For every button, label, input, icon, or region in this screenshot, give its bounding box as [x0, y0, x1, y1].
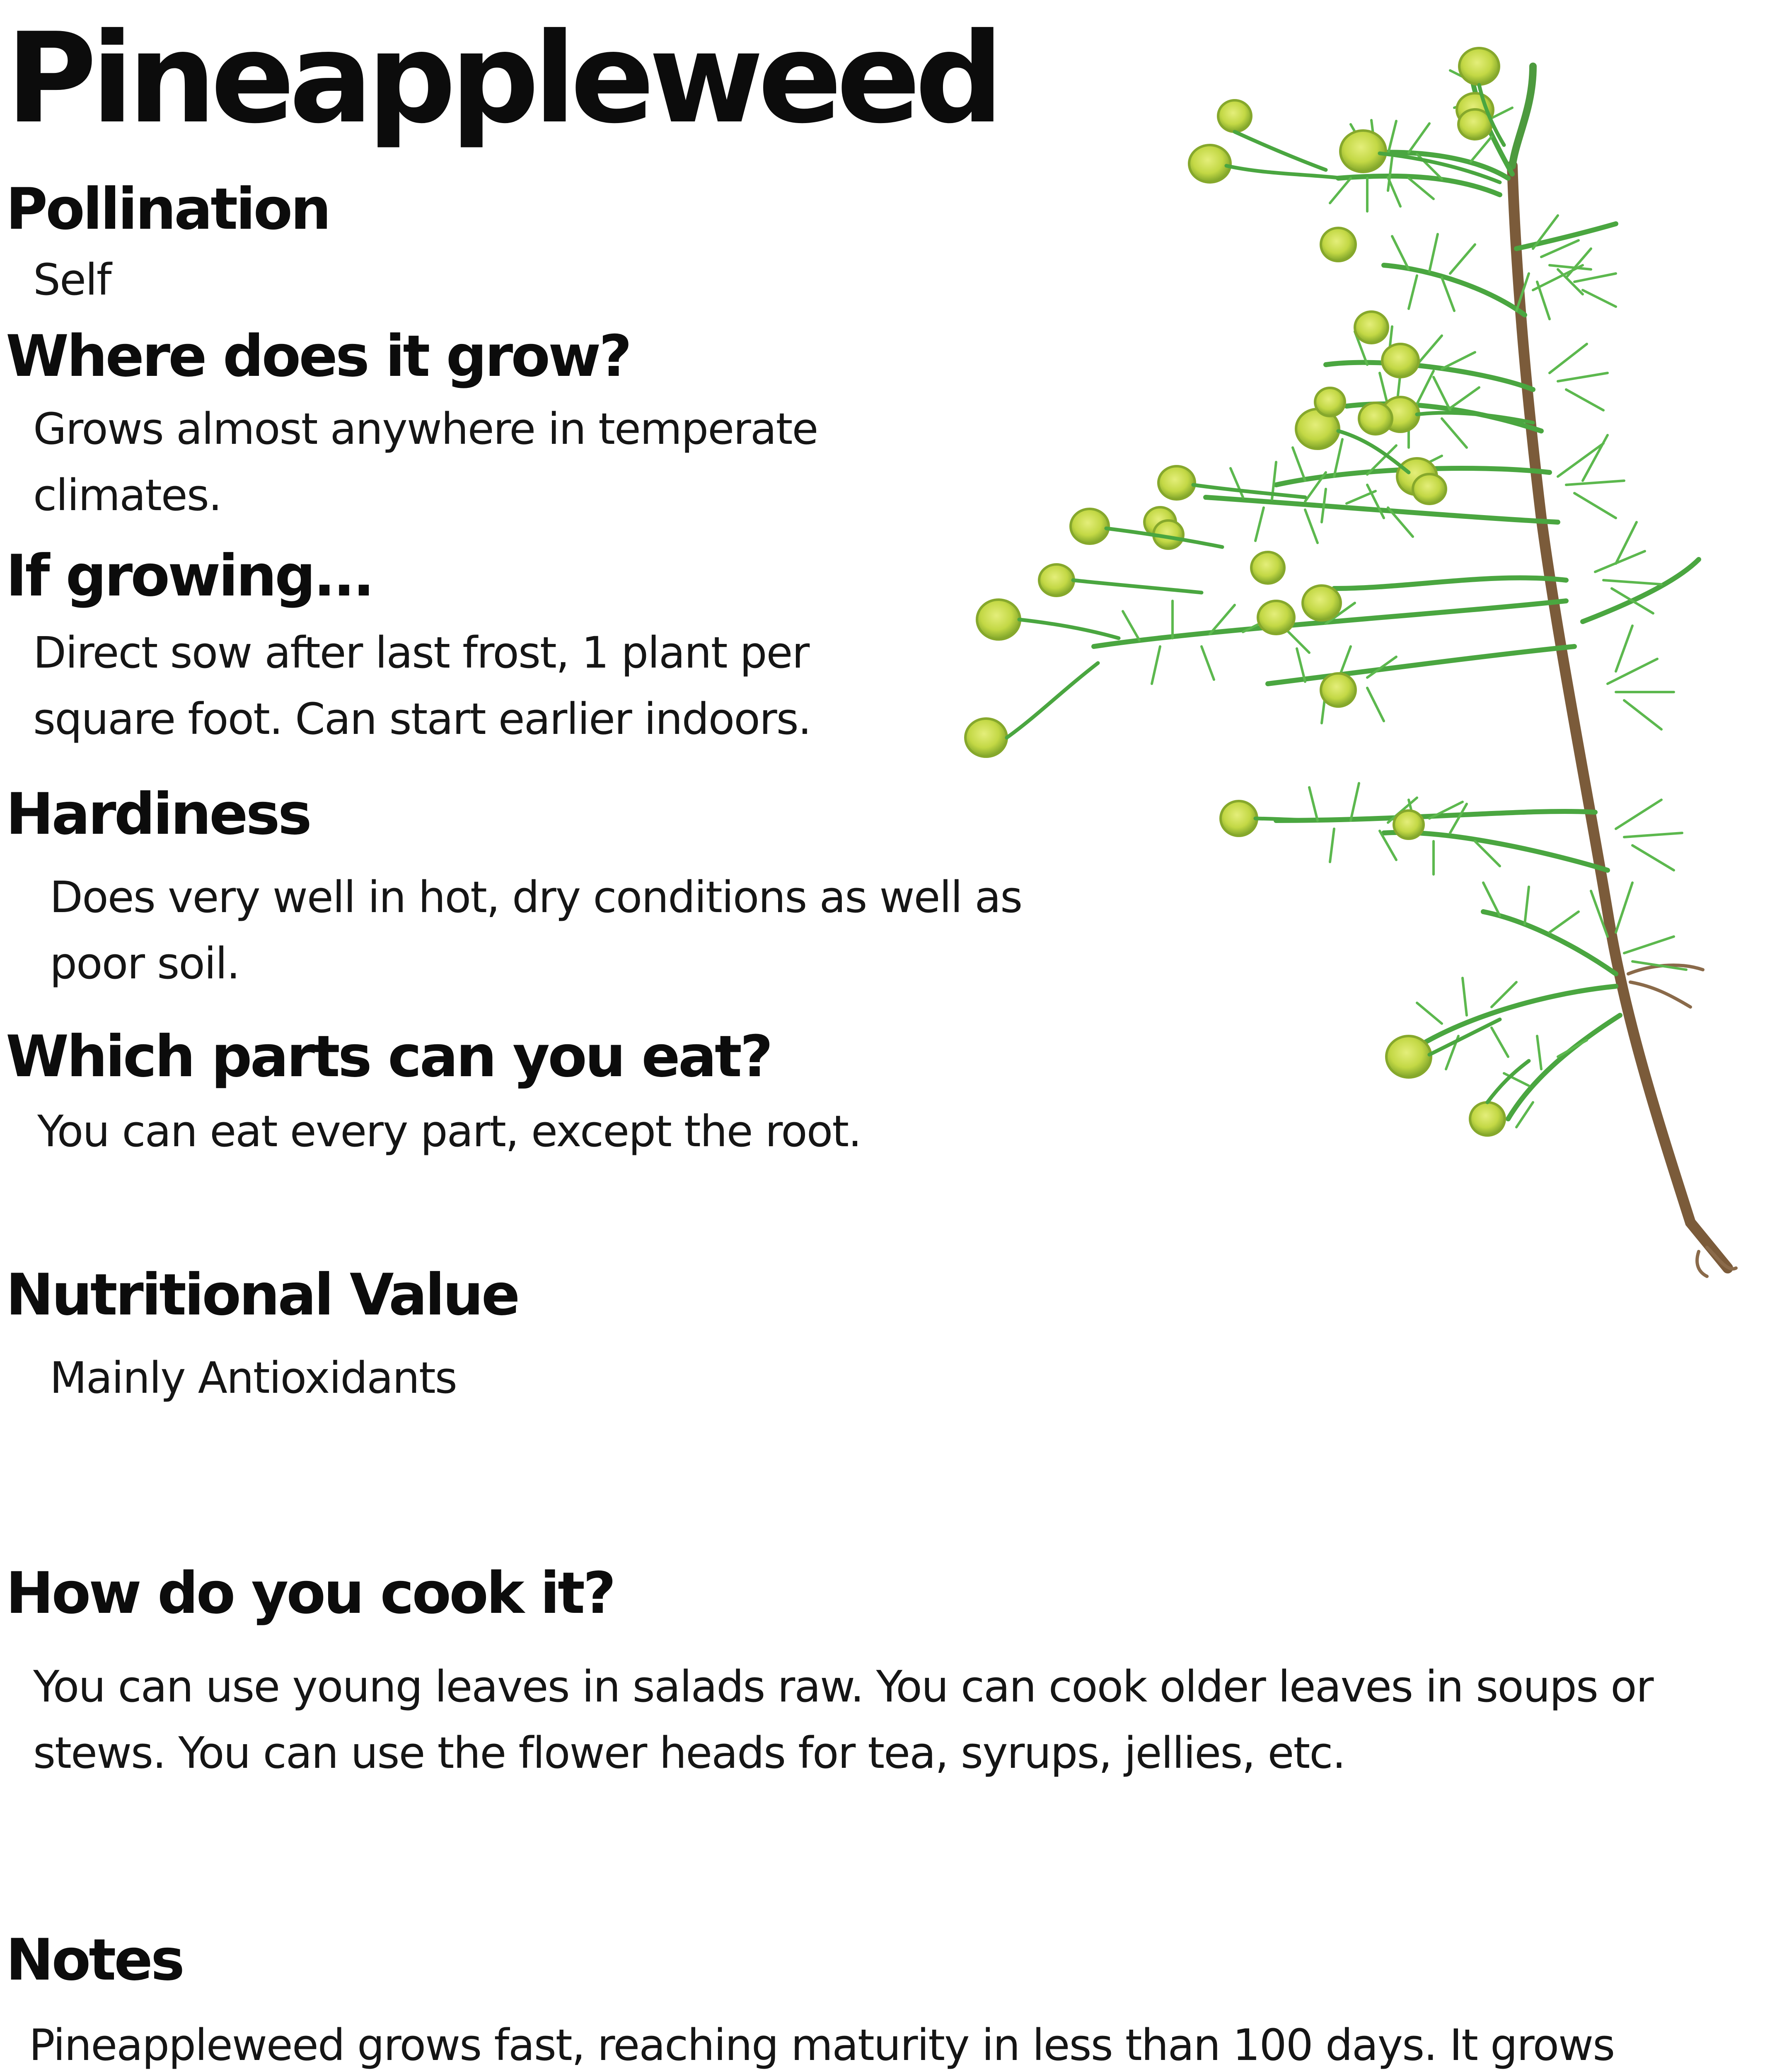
nutrition-heading: Nutritional Value: [6, 1261, 518, 1328]
pineappleweed-plant-illustration: [891, 37, 1765, 1289]
main-stem: [1512, 166, 1728, 1268]
page-title: Pineappleweed: [6, 6, 998, 151]
notes-text: Pineappleweed grows fast, reaching maturity in less than 100 days. It grows: [29, 2020, 1615, 2070]
pollination-text: Self: [33, 254, 111, 305]
stem-upper: [1512, 66, 1533, 166]
where-grow-heading: Where does it grow?: [6, 323, 630, 390]
edible-parts-heading: Which parts can you eat?: [6, 1023, 771, 1090]
branches: [1094, 70, 1699, 1119]
hardiness-heading: Hardiness: [6, 781, 310, 847]
where-grow-text: Grows almost anywhere in temperate climates.: [33, 404, 818, 520]
edible-parts-text: You can eat every part, except the root.: [37, 1106, 861, 1157]
notes-heading: Notes: [6, 1927, 183, 1993]
hardiness-text: Does very well in hot, dry conditions as well as poor soil.: [50, 872, 1022, 989]
flower-stalks: [1007, 85, 1533, 1102]
cooking-heading: How do you cook it?: [6, 1560, 614, 1627]
cooking-text: You can use young leaves in salads raw. You can cook older leaves in soups or stews. You can use the flower heads for tea, syrups, jellies, etc.: [33, 1661, 1653, 1778]
nutrition-text: Mainly Antioxidants: [50, 1353, 457, 1403]
root-hairs: [1628, 965, 1736, 1276]
pollination-heading: Pollination: [6, 176, 329, 242]
if-growing-text: Direct sow after last frost, 1 plant per square foot. Can start earlier indoors.: [33, 627, 811, 744]
if-growing-heading: If growing...: [6, 542, 373, 609]
flower-heads: [965, 48, 1505, 1135]
